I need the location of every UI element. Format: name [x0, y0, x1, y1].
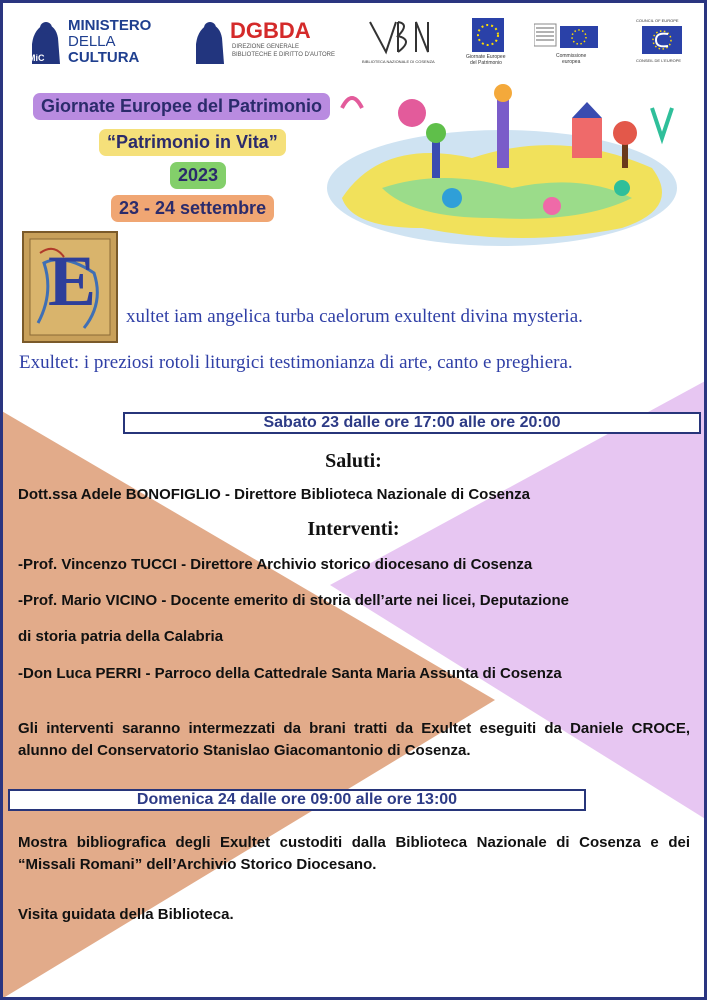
coe-bottom: CONSEIL DE L'EUROPE	[636, 58, 682, 63]
heritage-illustration	[322, 78, 694, 256]
year-pill: 2023	[170, 162, 226, 189]
ec-caption2: europea	[562, 59, 581, 65]
house-icon	[572, 118, 602, 158]
ec-caption1: Commissione	[556, 53, 587, 59]
theme-pill: “Patrimonio in Vita”	[99, 129, 286, 156]
ministero-line2: DELLA	[68, 33, 116, 50]
gep-caption1: Giornate Europee	[466, 54, 506, 60]
european-commission-logo	[534, 20, 604, 68]
dgbda-logo	[190, 18, 335, 68]
ec-building-icon	[534, 20, 600, 50]
council-of-europe-logo	[636, 18, 692, 68]
dates-pill: 23 - 24 settembre	[111, 195, 274, 222]
dgbda-sub1: DIREZIONE GENERALE	[232, 44, 300, 50]
bnc-monogram-icon	[366, 18, 436, 56]
dgbda-title: DGBDA	[230, 18, 311, 43]
saluti-heading: Saluti:	[325, 450, 382, 472]
tower-icon	[497, 98, 509, 168]
coe-top: COUNCIL OF EUROPE	[636, 18, 679, 23]
mic-label: MiC	[28, 53, 45, 63]
event-title-pill: Giornate Europee del Patrimonio	[33, 93, 330, 120]
bnc-logo	[362, 18, 440, 68]
balloon-icon	[398, 99, 426, 127]
ministero-line1: MINISTERO	[68, 17, 152, 34]
dgbda-sub2: BIBLIOTECHE E DIRITTO D'AUTORE	[232, 52, 335, 58]
sunday-time-box: Domenica 24 dalle ore 09:00 alle ore 13:00	[8, 789, 586, 811]
initial-letter: E	[48, 241, 97, 321]
bnc-caption: BIBLIOTECA NAZIONALE DI COSENZA	[362, 59, 435, 64]
music-note: Gli interventi saranno intermezzati da brani tratti da Exultet eseguiti da Daniele CROCE, alunno del Conservatorio Stanislao Giacomantonio di Cosenza.	[18, 720, 690, 759]
stars-circle-icon	[472, 18, 504, 52]
ministero-logo	[24, 18, 164, 68]
guided-visit-text: Visita guidata della Biblioteca.	[18, 906, 234, 923]
coe-c-icon	[642, 26, 682, 54]
speaker3: -Don Luca PERRI - Parroco della Cattedrale Santa Maria Assunta di Cosenza	[18, 665, 562, 682]
statue-icon	[190, 18, 230, 66]
saturday-time-box: Sabato 23 dalle ore 17:00 alle ore 20:00	[123, 412, 701, 434]
exhibition-text: Mostra bibliografica degli Exultet custoditi dalla Biblioteca Nazionale di Cosenza e dei “Missali Romani” dell’Archivio Storico Diocesano.	[18, 834, 690, 873]
coe-flag-icon	[642, 26, 682, 54]
exultet-line1: xultet iam angelica turba caelorum exultent divina mysteria.	[126, 306, 583, 327]
gep-caption2: del Patrimonio	[470, 60, 502, 66]
gep-logo	[466, 18, 516, 68]
ministero-line3: CULTURA	[68, 49, 140, 66]
saluti-speaker: Dott.ssa Adele BONOFIGLIO - Direttore Biblioteca Nazionale di Cosenza	[18, 486, 531, 503]
gep-flag-icon	[472, 18, 504, 52]
exultet-line2: Exultet: i preziosi rotoli liturgici testimonianza di arte, canto e preghiera.	[19, 352, 573, 373]
speaker1: -Prof. Vincenzo TUCCI - Direttore Archivio storico diocesano di Cosenza	[18, 556, 533, 573]
speaker2-line2: di storia patria della Calabria	[18, 628, 224, 645]
interventi-heading: Interventi:	[307, 518, 400, 540]
speaker2-line1: -Prof. Mario VICINO - Docente emerito di storia dell’arte nei licei, Deputazione	[18, 592, 569, 609]
illuminated-initial	[22, 231, 118, 343]
